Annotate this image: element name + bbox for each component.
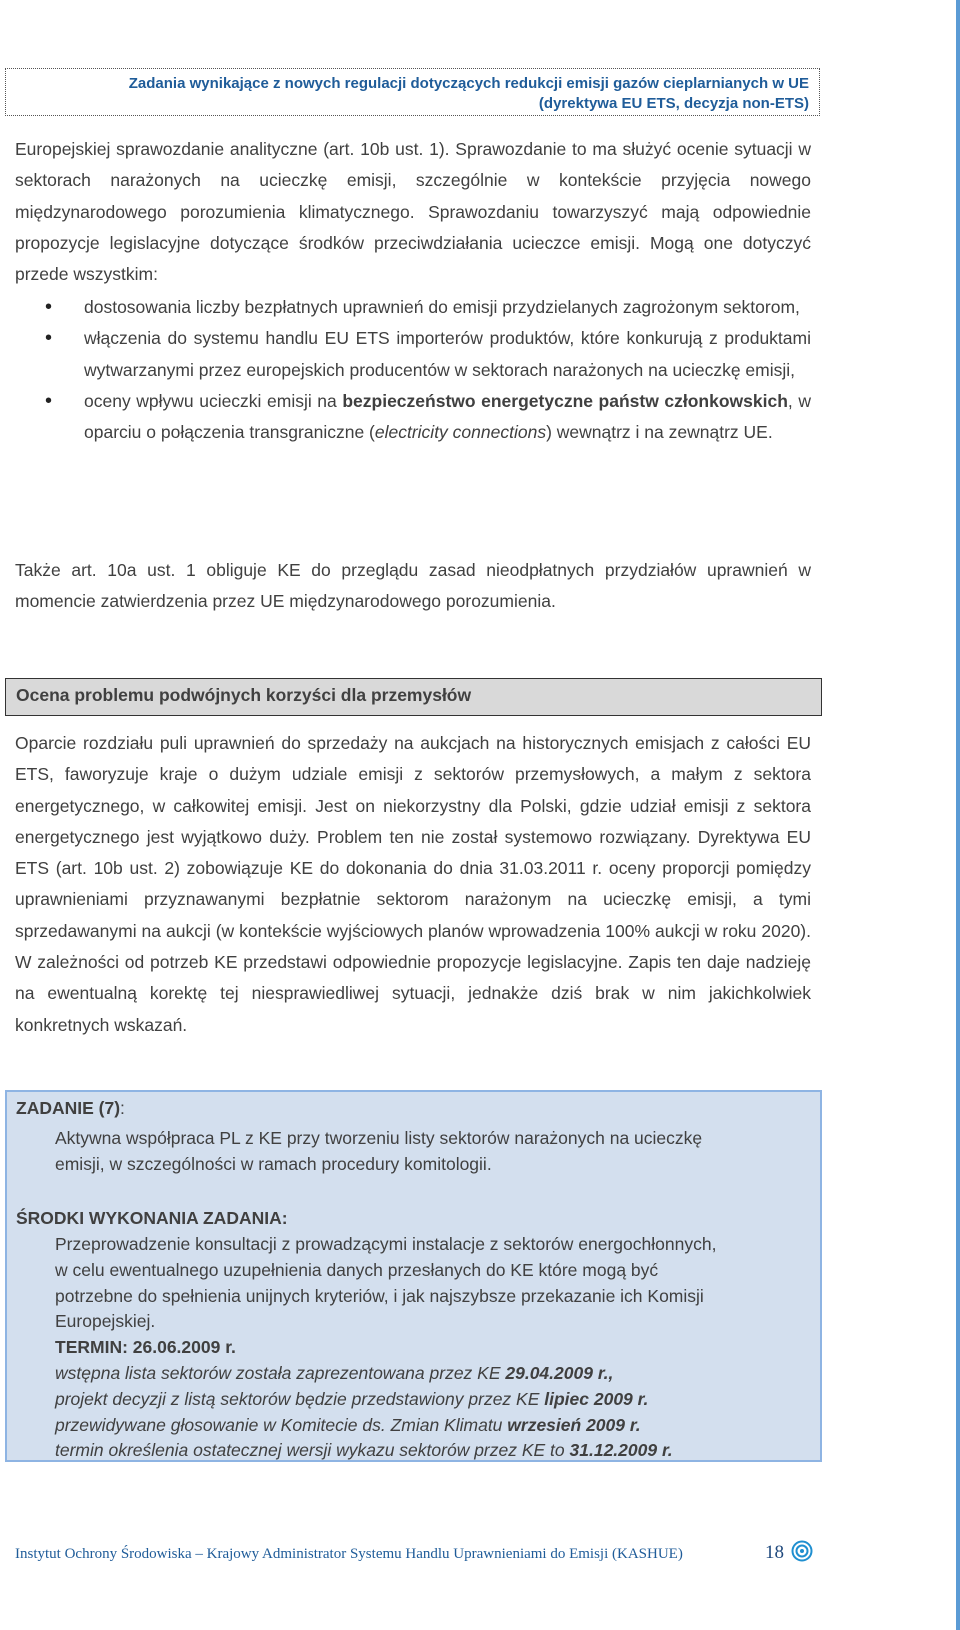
intro-paragraph: Europejskiej sprawozdanie analityczne (art. 10b ust. 1). Sprawozdanie to ma służyć ocenie sytuacji w sektorach narażonych na ucieczkę emisji, szczególnie w kontekście przyjęcia nowego międzynarodowego porozumienia klimatycznego. Sprawozdaniu towarzyszyć mają odpowiednie propozycje legislacyjne dotyczące środków przeciwdziałania ucieczce emisji. Mogą one dotyczyć przede wszystkim: [15,139,811,285]
bullet-item-importers [15,323,811,386]
schedule-line-4: termin określenia ostatecznej wersji wykazu sektorów przez KE to 31.12.2009 r. [55,1440,673,1461]
page-edge-bar [956,0,960,1630]
header-title-line1: Zadania wynikające z nowych regulacji dotyczących redukcji emisji gazów cieplarnianych w UE [128,75,809,92]
task-deadline: TERMIN: 26.06.2009 r. [55,1337,236,1358]
bullet-text: włączenia do systemu handlu EU ETS importerów produktów, które konkurują z produktami wytwarzanymi przez europejskich producentów w sektorach narażonych na ucieczkę emisji, [84,328,811,380]
bullet-item-energy-security [15,386,811,449]
footer-organization: Instytut Ochrony Środowiska – Krajowy Administrator Systemu Handlu Uprawnieniami do Emisji (KASHUE) [15,1546,683,1562]
page-number: 18 [765,1542,784,1563]
bullet-text: dostosowania liczby bezpłatnych uprawnień do emisji przydzielanych zagrożonym sektorom, [84,297,800,317]
bullet-italic-text: electricity connections [374,422,547,443]
bullet-bold-text: bezpieczeństwo energetyczne państw członkowskich [342,390,788,411]
also-paragraph: Także art. 10a ust. 1 obliguje KE do przeglądu zasad nieodpłatnych przydziałów uprawnień w momencie zatwierdzenia przez UE międzynarodowego porozumienia. [15,560,811,612]
bullet-text: oceny wpływu ucieczki emisji na [84,390,343,411]
bullet-item-free-allowances [15,292,811,323]
means-description: Przeprowadzenie konsultacji z prowadzącymi instalacje z sektorów energochłonnych, w celu ewentualnego uzupełnienia danych przesłanych do KE które mogą być potrzebne do spełnienia unijnych kryteriów, i jak najszybsze przekazanie ich Komisji Europejskiej. TERMIN: 26.06.2009 r. wstępna lista sektorów została zaprezentowana przez KE 29.04.2009 r., projekt decyzji z listą sektorów będzie przedstawiony przez KE lipiec 2009 r. przewidywane głosowanie w Komitecie ds. Zmian Klimatu wrzesień 2009 r. termin określenia ostatecznej wersji wykazu sektorów przez KE to 31.12.2009 r. [55,1232,795,1464]
running-header [5,68,820,116]
bullet-list [15,292,811,448]
task-box [5,1090,822,1462]
header-title-line2: (dyrektywa EU ETS, decyzja non-ETS) [538,95,809,112]
task-label: ZADANIE (7): [16,1098,125,1118]
concentric-circles-icon [791,1540,813,1562]
page-footer [15,1540,815,1570]
section-body: Oparcie rozdziału puli uprawnień do sprzedaży na aukcjach na historycznych emisjach z całości EU ETS, faworyzuje kraje o dużym udziale emisji z sektorów przemysłowych, a małym z sektora energetycznego, w całkowitej emisji. Jest on niekorzystny dla Polski, gdzie udział emisji z sektora energetycznego jest wyjątkowo duży. Problem ten nie został systemowo rozwiązany. Dyrektywa EU ETS (art. 10b ust. 2) zobowiązuje KE do dokonania do dnia 31.03.2011 r. oceny proporcji pomiędzy uprawnieniami przyznawanymi bezpłatnie sektorom narażonym na ucieczkę emisji, a tymi sprzedawanymi na aukcji (w kontekście wyjściowych planów wprowadzenia 100% aukcji w roku 2020). W zależności od potrzeb KE przedstawi odpowiednie propozycje legislacyjne. Zapis ten daje nadzieję na ewentualną korektę tej niesprawiedliwej sytuacji, jednakże dziś brak w nim jakichkolwiek konkretnych wskazań. [15,733,811,1035]
means-label: ŚRODKI WYKONANIA ZADANIA: [16,1208,288,1228]
bullet-text: , w oparciu o połączenia transgraniczne ( [84,390,811,443]
schedule-line-3: przewidywane głosowanie w Komitecie ds. Zmian Klimatu wrzesień 2009 r. [55,1414,641,1435]
task-description: Aktywna współpraca PL z KE przy tworzeniu listy sektorów narażonych na ucieczkę emisji, w szczególności w ramach procedury komitologii. [55,1128,703,1174]
schedule-line-1: wstępna lista sektorów została zaprezentowana przez KE 29.04.2009 r., [55,1362,614,1383]
schedule-line-2: projekt decyzji z listą sektorów będzie przedstawiony przez KE lipiec 2009 r. [55,1388,649,1409]
bullet-text: ) wewnątrz i na zewnątrz UE. [546,422,773,443]
section-heading: Ocena problemu podwójnych korzyści dla przemysłów [5,678,822,716]
